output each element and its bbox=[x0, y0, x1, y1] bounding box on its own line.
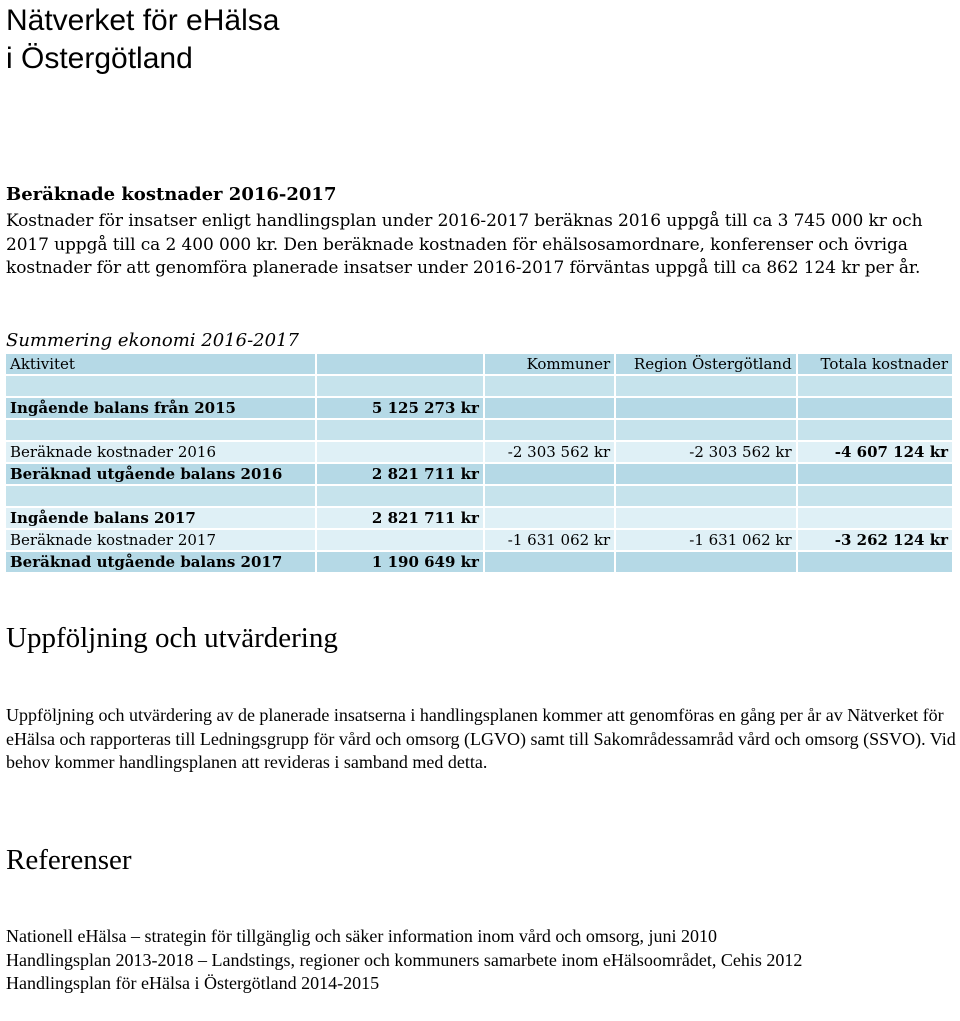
table-cell bbox=[317, 530, 483, 550]
summary-table bbox=[4, 352, 954, 574]
table-cell: Beräknade kostnader 2017 bbox=[6, 530, 315, 550]
table-row bbox=[6, 530, 952, 550]
table-cell: 5 125 273 kr bbox=[317, 398, 483, 418]
table-cell: -3 262 124 kr bbox=[798, 530, 952, 550]
document-title bbox=[6, 2, 279, 78]
table-cell: 1 190 649 kr bbox=[317, 552, 483, 572]
costs-paragraph: Kostnader för insatser enligt handlingsplan under 2016-2017 beräknas 2016 uppgå till ca 3 745 000 kr och 2017 uppgå till ca 2 400 000 kr. Den beräknade kostnaden för ehälsosamordnare, konferenser och övriga kostnader för att genomföra planerade insatser under 2016-2017 förväntas uppgå till ca 862 124 kr per år. bbox=[6, 211, 923, 278]
table-cell: -1 631 062 kr bbox=[485, 530, 614, 550]
table-row bbox=[6, 442, 952, 462]
header-cell-region: Region Östergötland bbox=[616, 354, 795, 374]
title-line-1: Nätverket för eHälsa bbox=[6, 4, 280, 37]
header-cell-balance bbox=[317, 354, 483, 374]
title-line-2: i Östergötland bbox=[6, 42, 193, 75]
references-heading: Referenser bbox=[6, 844, 132, 876]
header-cell-activity: Aktivitet bbox=[6, 354, 315, 374]
header-cell-kommuner: Kommuner bbox=[485, 354, 614, 374]
table-cell: Beräknade kostnader 2016 bbox=[6, 442, 315, 462]
reference-item: Handlingsplan 2013-2018 – Landstings, regioner och kommuners samarbete inom eHälsoområdet, Cehis 2012 bbox=[6, 949, 803, 970]
table-cell: 2 821 711 kr bbox=[317, 508, 483, 528]
table-row bbox=[6, 464, 952, 484]
table-cell: -4 607 124 kr bbox=[798, 442, 952, 462]
table-row bbox=[6, 508, 952, 528]
table-spacer-row bbox=[6, 420, 952, 440]
table-header-row bbox=[6, 354, 952, 374]
summary-caption: Summering ekonomi 2016-2017 bbox=[6, 330, 299, 351]
table-cell: 2 821 711 kr bbox=[317, 464, 483, 484]
table-spacer-row bbox=[6, 486, 952, 506]
table-cell: Beräknad utgående balans 2017 bbox=[6, 552, 315, 572]
reference-item: Handlingsplan för eHälsa i Östergötland 2014-2015 bbox=[6, 973, 380, 993]
header-cell-total: Totala kostnader bbox=[798, 354, 952, 374]
table-cell: Ingående balans 2017 bbox=[6, 508, 315, 528]
table-cell: -2 303 562 kr bbox=[616, 442, 795, 462]
table-cell: Beräknad utgående balans 2016 bbox=[6, 464, 315, 484]
table-cell bbox=[317, 442, 483, 462]
followup-paragraph: Uppföljning och utvärdering av de planerade insatserna i handlingsplanen kommer att genomföras en gång per år av Nätverket för eHälsa och rapporteras till Ledningsgrupp för vård och omsorg (LGVO) samt till Sakområdessamråd vård och omsorg (SSVO). Vid behov kommer handlingsplanen att revideras i samband med detta. bbox=[6, 705, 956, 772]
table-spacer-row bbox=[6, 376, 952, 396]
table-cell: -2 303 562 kr bbox=[485, 442, 614, 462]
references-list bbox=[6, 925, 956, 996]
table-cell: Ingående balans från 2015 bbox=[6, 398, 315, 418]
table-cell: -1 631 062 kr bbox=[616, 530, 795, 550]
table-row bbox=[6, 552, 952, 572]
reference-item: Nationell eHälsa – strategin för tillgänglig och säker information inom vård och omsorg, juni 2010 bbox=[6, 926, 718, 946]
costs-heading: Beräknade kostnader 2016-2017 bbox=[6, 184, 337, 205]
table-row bbox=[6, 398, 952, 418]
followup-heading: Uppföljning och utvärdering bbox=[6, 622, 338, 654]
